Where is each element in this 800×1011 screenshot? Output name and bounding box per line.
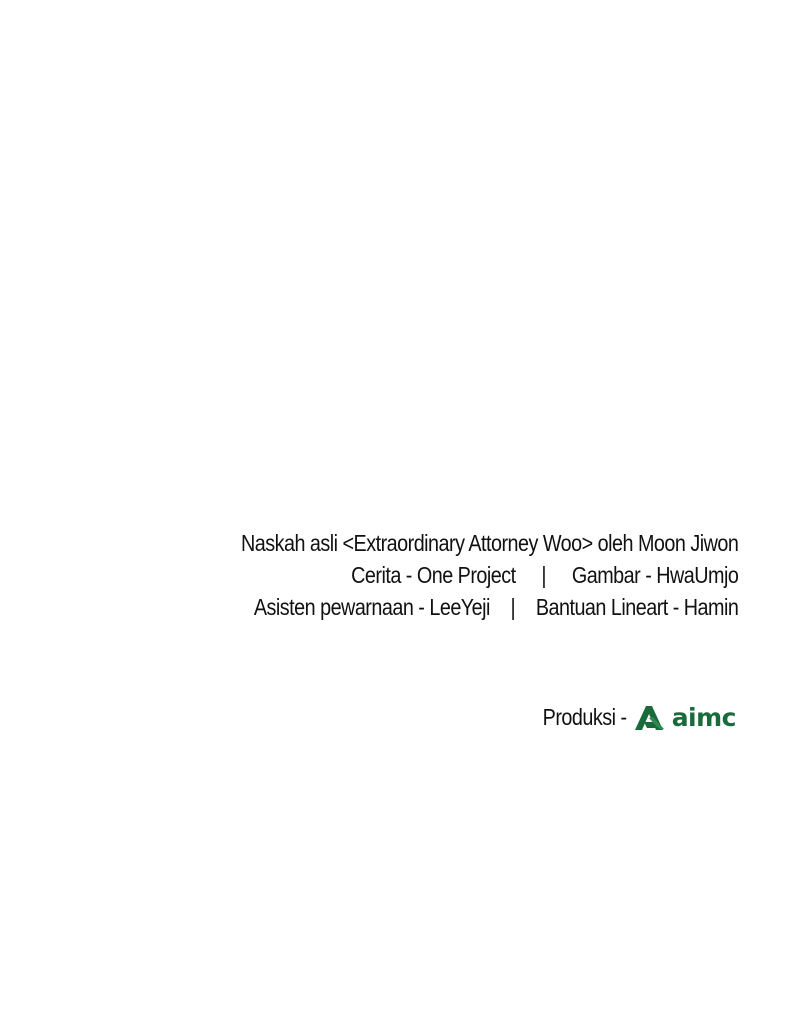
original-script-credit: Naskah asli <Extraordinary Attorney Woo> oleh Moon Jiwon (240, 530, 738, 556)
credit-line-original-script (241, 527, 738, 559)
coloring-assistant-credit: Asisten pewarnaan - LeeYeji (253, 594, 490, 620)
credit-line-assistants (241, 591, 738, 623)
production-label: Produksi - (542, 704, 627, 730)
credit-separator: | (510, 594, 515, 620)
aimc-logo-icon (633, 705, 665, 731)
aimc-logo-text: aimc (671, 703, 736, 732)
credit-separator: | (541, 562, 546, 588)
credits-block (241, 527, 738, 623)
art-credit: Gambar - HwaUmjo (571, 562, 738, 588)
aimc-logo (633, 705, 736, 731)
production-credit (529, 704, 736, 731)
story-credit: Cerita - One Project (350, 562, 516, 588)
lineart-assistant-credit: Bantuan Lineart - Hamin (535, 594, 738, 620)
credit-line-story-art (241, 559, 738, 591)
